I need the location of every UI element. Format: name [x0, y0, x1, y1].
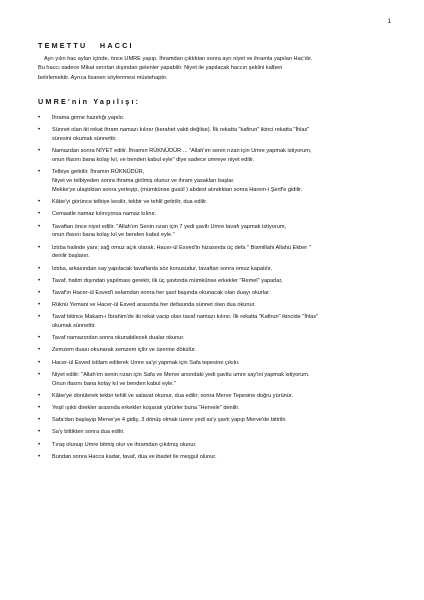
step-text: Tavaf, hatim dışından yapılması gerekir, ilk üç şavtında mümkünse erkekler "Remel" yaparlar, — [52, 277, 283, 284]
bullet-icon: • — [38, 453, 41, 460]
step-text: Tıraş olunup Umre bitmiş olur ve ihramdan çıkılmış olunur. — [52, 441, 197, 448]
step-text: Rüknü Yemani ve Hacer-ül Esved arasında her defasında sünnet olan dua okunur. — [52, 302, 256, 309]
bullet-icon: • — [38, 244, 41, 251]
bullet-icon: • — [38, 289, 41, 296]
step-text: Sünnet olan iki rekat ihram namazı kılınır (kerahet vakti değilse). İlk rekatta "kafirun" ikinci rekatta "İhlas" — [52, 127, 310, 134]
step-item — [38, 313, 394, 331]
step-text: Cemaatle namaz kılınıyorsa namaz kılınır. — [52, 211, 157, 218]
bullet-icon: • — [38, 392, 41, 399]
step-text: İhrama girme hazırlığı yapılır. — [52, 115, 125, 122]
step-item — [38, 404, 394, 413]
bullet-icon: • — [38, 371, 41, 378]
bullet-icon: • — [38, 359, 41, 366]
bullet-icon: • — [38, 211, 41, 218]
step-item — [38, 210, 394, 219]
step-item — [38, 265, 394, 274]
step-text: Iztıba halinde yanı; sağ omuz açık olarak, Hacer-ül Esved'in hizasında üç defa " Bismillahi Allahü Ekber " — [52, 244, 311, 251]
step-item — [38, 346, 394, 355]
bullet-icon: • — [38, 441, 41, 448]
step-item — [38, 453, 394, 462]
step-item — [38, 223, 394, 241]
step-text: Sa'y bittikten sonra dua edilir. — [52, 429, 125, 436]
bullet-icon: • — [38, 404, 41, 411]
step-item — [38, 114, 394, 123]
page-number: 1 — [387, 18, 391, 25]
step-text: denilir başlanır. — [52, 253, 90, 260]
step-text: Iztıba, arkasından say yapılacak tavaflarda söz konusudur, tavaftan sonra omuz kapatılır. — [52, 265, 273, 272]
step-item — [38, 147, 394, 165]
step-text: Tavaftan önce niyet edilir. "Allah'ım Senin rızan için 7 yedi şavtlı Umre tavafı yapmak istiyorum, — [52, 223, 287, 230]
bullet-icon: • — [38, 199, 41, 206]
intro-paragraph — [38, 55, 394, 83]
step-text: onun ifasını bana kolay kıl, ve benden kabul eyle" diye sadece umreye niyet edilir. — [52, 157, 255, 164]
step-text: Tavaf bitince Makam-ı İbrahim'de iki rekat vacip olan tavaf namazı kılınır. İlk rekatta "Kafirun" ikincide "İhlas" — [52, 314, 319, 321]
step-text: Tavaf namazından sonra okunabilecek dualar okunur. — [52, 335, 185, 342]
steps-list — [38, 114, 394, 461]
bullet-icon: • — [38, 429, 41, 436]
step-text: Onun ifasını bana kolay kıl ve benden kabul eyle." — [52, 380, 176, 387]
step-text: Namazdan sonra NİYET edilir. İhramın RÜKNÜDÜR ... "Allah'ım senin rızan için Umre yapmak istiyorum, — [52, 148, 312, 155]
step-item — [38, 277, 394, 286]
intro-line: Bu haccı sadece Mikat sınırları dışından gelenler yapabilir. Niyet ile yapılacak haccın şeklini kalben — [38, 65, 283, 72]
bullet-icon: • — [38, 417, 41, 424]
step-text: onun ifasını bana kolay kıl ve benden kabul eyle." — [52, 232, 175, 239]
step-item — [38, 289, 394, 298]
bullet-icon: • — [38, 223, 41, 230]
bullet-icon: • — [38, 347, 41, 354]
step-item — [38, 416, 394, 425]
step-text: Zemzem duası okunarak zemzem içilir ve üzerine dökülür. — [52, 347, 196, 354]
step-item — [38, 168, 394, 194]
step-text: okumak sünnettir. — [52, 323, 96, 330]
step-text: Hacer-ül Esved istilam edilerek Umre sa'yi yapmak için Safa tepesine çıkılır. — [52, 359, 240, 366]
bullet-icon: • — [38, 302, 41, 309]
step-text: Mekke'ye ulaştıktan sonra yerleşip, (mümkünse gusül ) abdest alındıktan sonra Harem-i Şerif'e gidilir. — [52, 186, 303, 193]
step-text: Niyet ve telbiyeden sonra ihrama girilmiş olunur ve ihram yasakları başlar. — [52, 178, 235, 185]
bullet-icon: • — [38, 265, 41, 272]
step-text: Bundan sonra Hacca kadar, tavaf, dua ve ibadet ile meşgul olunur. — [52, 453, 217, 460]
bullet-icon: • — [38, 127, 41, 134]
step-item — [38, 334, 394, 343]
step-item — [38, 392, 394, 401]
step-item — [38, 198, 394, 207]
step-text: Niyet edilir: "Allah'ım senin rızan için Safa ve Merve arsındaki yedi şavtlu umre say'ini yapmak istiyorum. — [52, 371, 310, 378]
step-text: Kâbe'yi görünce telbiye kesilir, tekbir ve tehlil getirilir, dua edilir. — [52, 199, 208, 206]
bullet-icon: • — [38, 169, 41, 176]
section-heading: UMRE'nin Yapılışı: — [38, 97, 141, 107]
step-text: süresini okumak sünnettir. — [52, 136, 117, 143]
bullet-icon: • — [38, 148, 41, 155]
step-text: Tavaf'ın Hacer-ül Esved'i selamdan sonra her şavt başında okunacak olan duayı okurlar. — [52, 289, 271, 296]
step-text: Telbiye getirilir. İhramın RÜKNÜDÜR, — [52, 169, 145, 176]
step-text: Yeşil ışıklı direkler arasında erkekler koşarak yürürler buna "Hervele" denilir. — [52, 404, 240, 411]
bullet-icon: • — [38, 115, 41, 122]
step-item — [38, 371, 394, 389]
document-content — [38, 41, 394, 465]
step-item — [38, 244, 394, 262]
step-item — [38, 126, 394, 144]
document-title: TEMETTU HACCI — [38, 41, 134, 50]
step-item — [38, 359, 394, 368]
bullet-icon: • — [38, 314, 41, 321]
bullet-icon: • — [38, 335, 41, 342]
step-item — [38, 428, 394, 437]
step-text: Safa'dan başlayıp Merve'ye 4 gidiş, 3 dönüş olmak üzere yedi sa'y şavtı yapıp Merve'de bitirilir. — [52, 417, 287, 424]
step-item — [38, 301, 394, 310]
bullet-icon: • — [38, 277, 41, 284]
step-text: Kâbe'ye dönülerek tekbir tehlil ve salavat okunur, dua edilir; sonra Merve Tepesine doğru yürünür. — [52, 392, 294, 399]
intro-line: belirlemektir. Ayrıca lisanen söylenmesi müstehaptır. — [38, 74, 168, 81]
intro-line: Ayrı yılın hac ayları içinde, önce UMRE yapıp. İhramdan çıktıktan sonra ayrı niyet ve ihramla yapılan Hac'dır. — [44, 56, 313, 62]
step-item — [38, 441, 394, 450]
